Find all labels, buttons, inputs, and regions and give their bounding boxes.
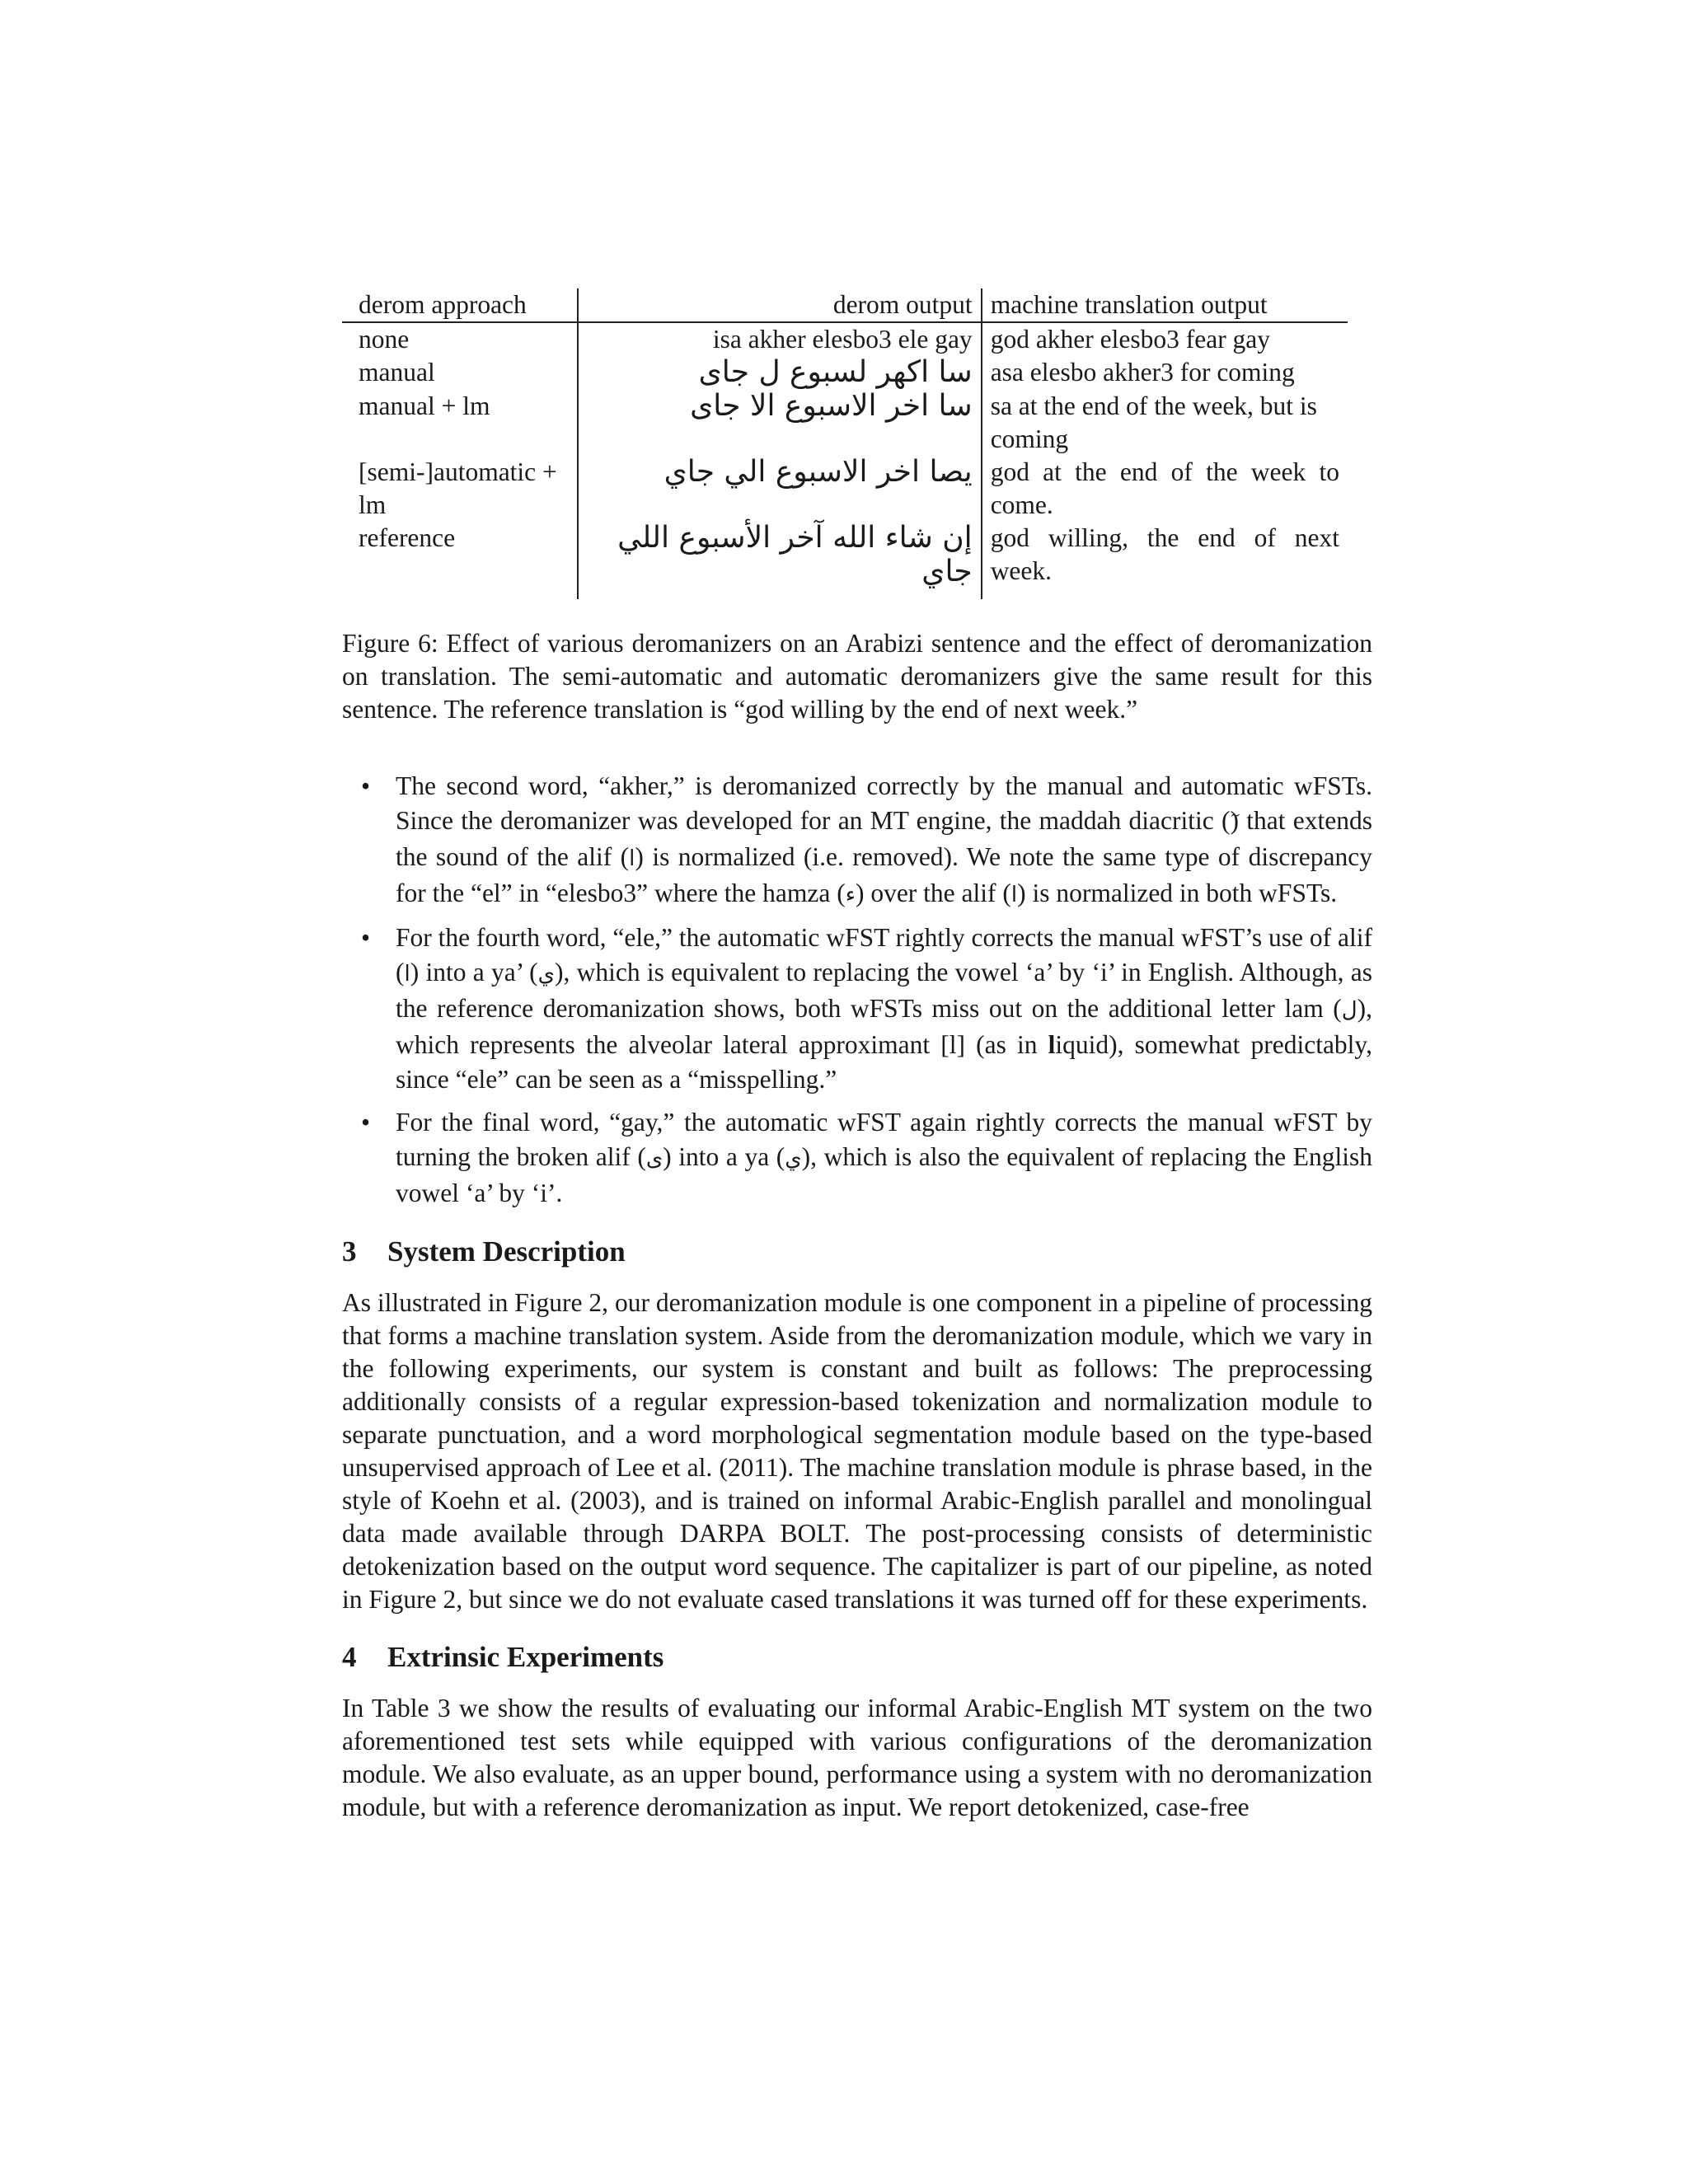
cell-derom-output-arabic: يصا اخر الاسبوع الي جاي [663,455,973,489]
arabic-glyph: ا [1010,883,1018,907]
bullet-text: ), which is equivalent to replacing the vowel ‘a’ by ‘i’ in English. Although, as the reference deromanization shows, both wFSTs miss out on the additional letter lam ( [396,958,1372,1023]
cell-derom-output-arabic: سا اخر الاسبوع الا جاى [690,389,973,423]
arabic-glyph: ي [537,962,556,987]
table-row [342,456,1348,522]
bold-letter: l [1048,1030,1056,1059]
cell-derom-output-arabic: إن شاء الله آخر الأسبوع اللي جاي [617,521,973,588]
cell-translation: sa at the end of the week, but is coming [990,391,1317,453]
header-derom-approach: derom approach [342,288,578,322]
arabic-glyph: ء [845,883,856,907]
table-row [342,322,1348,356]
cell-translation: god at the end of the week to come. [990,457,1339,519]
bullet-text: ) is normalized in both wFSTs. [1017,879,1338,907]
table-row [342,390,1348,456]
bullet-text: ) that extends the sound of the alif ( [396,806,1373,871]
list-item [361,1105,1372,1211]
list-item [361,921,1373,1097]
cell-translation: god akher elesbo3 fear gay [990,325,1271,354]
section-4-heading [342,1639,1372,1675]
bullet-text: The second word, “akher,” is deromanized correctly by the manual and automatic wFSTs. Since the deromanizer was developed for an MT engine, the maddah diacritic ( [396,771,1372,835]
cell-translation: asa elesbo akher3 for coming [990,358,1295,387]
section-3-body: As illustrated in Figure 2, our deromanization module is one component in a pipeline of processing that forms a machine translation system. Aside from the deromanization module, which we vary in the following experiments, our system is constant and built as follows: The preprocessing additionally consists of a regular expression-based tokenization and normalization module to separate punctuation, and a word morphological segmentation module based on the type-based unsupervised approach of Lee et al. (2011). The machine translation module is phrase based, in the style of Koehn et al. (2003), and is trained on informal Arabic-English parallel and monolingual data made available through DARPA BOLT. The post-processing consists of deterministic detokenization based on the output word sequence. The capitalizer is part of our pipeline, as noted in Figure 2, but since we do not evaluate cased translations it was turned off for these experiments. [342,1288,1372,1614]
figure-caption: Figure 6: Effect of various deromanizers on an Arabizi sentence and the effect of deromanization on translation. The semi-automatic and automatic deromanizers give the same result for this sentence. The reference translation is “god willing by the end of next week.” [342,629,1372,724]
bullet-text: For the final word, “gay,” the automatic wFST again rightly corrects the manual wFST by turning the broken alif ( [396,1108,1372,1171]
table-row [342,522,1348,599]
arabic-glyph: ي [785,1146,802,1171]
arabic-glyph: ى [645,1146,663,1171]
paper-page [342,288,1372,1824]
cell-derom-output: isa akher elesbo3 ele gay [578,322,982,356]
arabic-glyph: ا [404,962,410,987]
header-mt-output: machine translation output [982,288,1348,322]
bullet-text: For the fourth word, “ele,” the automatic wFST rightly corrects the manual wFST’s use of alif ( [396,923,1372,987]
bullet-text: ) into a ya ( [663,1142,785,1171]
cell-derom-output-arabic: سا اكهر لسبوع ل جاى [698,355,973,389]
bullet-text: ) into a ya’ ( [410,958,538,987]
bullet-icon: • [361,923,371,952]
table-row [342,356,1348,390]
section-3-heading [342,1234,1372,1270]
bullet-text: ) is normalized (i.e. removed). We note the same type of discrepancy for the “el” in “elesbo3” where the hamza ( [396,842,1373,907]
list-item [361,769,1373,912]
cell-approach: manual [359,358,435,387]
bullet-list [342,769,1372,1211]
bullet-icon: • [361,1108,371,1137]
section-title: Extrinsic Experiments [387,1641,664,1673]
cell-approach: none [359,325,410,354]
bullet-text: ) over the alif ( [855,879,1011,907]
header-derom-output: derom output [578,288,982,322]
section-number: 4 [342,1641,357,1673]
bullet-text: ), which is also the equivalent of replacing the English vowel ‘a’ by ‘i’. [396,1142,1372,1207]
section-title: System Description [387,1235,626,1268]
bullet-icon: • [361,771,371,800]
bullet-text: ), which represents the alveolar lateral approximant [l] (as in [396,994,1372,1059]
section-4-body: In Table 3 we show the results of evaluating our informal Arabic-English MT system on the two aforementioned test sets while equipped with various configurations of the deromanization module. We also evaluate, as an upper bound, performance using a system with no deromanization module, but with a reference deromanization as input. We report detokenized, case-free [342,1694,1372,1821]
cell-translation: god willing, the end of next week. [990,523,1339,585]
arabic-glyph: ل [1341,998,1357,1023]
cell-approach: [semi-]automatic + lm [359,457,557,519]
cell-approach: manual + lm [359,391,490,420]
cell-approach: reference [359,523,456,552]
figure-6-table [342,288,1348,599]
arabic-glyph: ا [629,846,635,871]
table-header-row [342,288,1348,322]
bullet-text: iquid), somewhat predictably, since “ele” can be seen as a “misspelling.” [396,1030,1373,1094]
section-number: 3 [342,1235,357,1268]
